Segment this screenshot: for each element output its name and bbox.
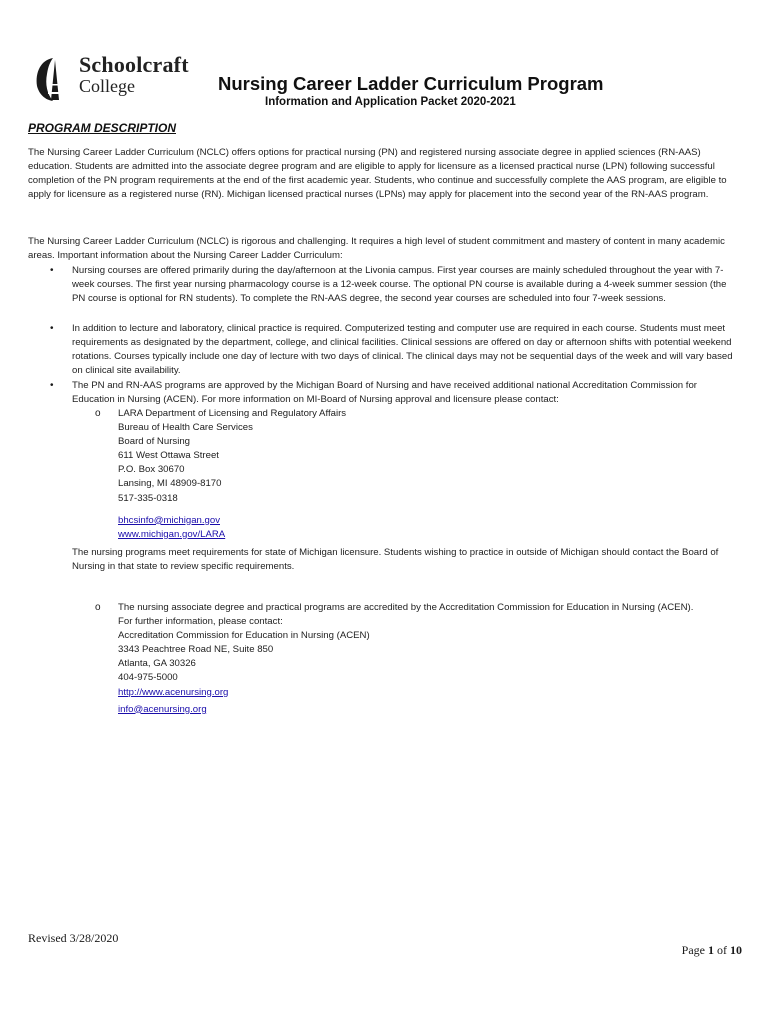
- bullet-marker: •: [50, 323, 54, 334]
- acen-line: The nursing associate degree and practical programs are accredited by the Accreditation Commission for Education in Nursing (ACEN).: [118, 602, 694, 613]
- bullet-approval: The PN and RN-AAS programs are approved by the Michigan Board of Nursing and have received additional national Accreditation Commission for Education in Nursing (ACEN). For more information on MI-Board of Nursing approval and licensure please contact:: [72, 380, 697, 405]
- page-title: Nursing Career Ladder Curriculum Program: [218, 73, 604, 94]
- lara-line: Board of Nursing: [118, 436, 190, 448]
- lara-line: P.O. Box 30670: [118, 464, 185, 476]
- acen-email-link[interactable]: info@acenursing.org: [118, 703, 207, 715]
- licensure-note: The nursing programs meet requirements for state of Michigan licensure. Students wishing to practice in outside of Michigan should contact the Board of Nursing in that state to review specific requirements.: [72, 547, 719, 572]
- revised-date: Revised 3/28/2020: [28, 931, 119, 945]
- acen-line: 3343 Peachtree Road NE, Suite 850: [118, 644, 274, 656]
- acen-line: 404-975-5000: [118, 672, 178, 684]
- acen-website-link[interactable]: http://www.acenursing.org: [118, 686, 229, 698]
- bullet-schedule: Nursing courses are offered primarily during the day/afternoon at the Livonia campus. First year courses are mainly scheduled throughout the year with 7-week courses. The first year nursing pharmacology course is a 12-week course. The optional PN course is available during a 4-week summer session (the PN course is optional for RN students). To complete the RN-AAS degree, the second year courses are scheduled into four 7-week sessions.: [72, 265, 727, 304]
- curriculum-paragraph: The Nursing Career Ladder Curriculum (NCLC) is rigorous and challenging. It requires a high level of student commitment and mastery of content in many academic areas. Important information about the Nursing Career Ladder Curriculum:: [28, 236, 725, 261]
- lara-website-link[interactable]: www.michigan.gov/LARA: [118, 528, 226, 540]
- lara-line: Bureau of Health Care Services: [118, 422, 253, 434]
- lara-line: Lansing, MI 48909-8170: [118, 478, 222, 490]
- logo-sub: College: [79, 76, 135, 96]
- sub-bullet-marker: o: [95, 408, 101, 419]
- intro-paragraph: The Nursing Career Ladder Curriculum (NCLC) offers options for practical nursing (PN) and registered nursing associate degree in applied sciences (RN-AAS) education. Students are admitted into the associate degree program and are eligible to apply for licensure as a licensed practical nurse (LPN) following successful completion of the PN program requirements at the end of the first academic year. Students, who continue and successfully complete the AAS program, are eligible to apply for licensure as a registered nurse (RN). Michigan licensed practical nurses (LPNs) may apply for placement into the second year of the RN-AAS program.: [28, 147, 727, 200]
- acen-contact-block: [118, 601, 693, 717]
- page-subtitle: Information and Application Packet 2020-2021: [265, 96, 516, 108]
- bullet-marker: •: [50, 380, 54, 391]
- tower-icon: [33, 54, 73, 102]
- section-heading: PROGRAM DESCRIPTION: [28, 121, 177, 135]
- page-word: Page: [681, 943, 705, 957]
- sub-bullet-marker: o: [95, 602, 101, 613]
- lara-line: 517-335-0318: [118, 492, 178, 504]
- college-logo: [33, 52, 213, 102]
- logo-name: Schoolcraft: [79, 52, 189, 77]
- lara-email-link[interactable]: bhcsinfo@michigan.gov: [118, 514, 220, 526]
- acen-line: Accreditation Commission for Education in Nursing (ACEN): [118, 630, 370, 642]
- page-number: [682, 943, 742, 958]
- lara-line: 611 West Ottawa Street: [118, 450, 219, 462]
- acen-line: Atlanta, GA 30326: [118, 658, 196, 670]
- acen-line: For further information, please contact:: [118, 616, 283, 628]
- page-total: 10: [730, 943, 742, 957]
- lara-line: LARA Department of Licensing and Regulatory Affairs: [118, 408, 347, 419]
- page-current: 1: [708, 943, 714, 957]
- bullet-marker: •: [50, 265, 54, 276]
- bullet-clinical: In addition to lecture and laboratory, clinical practice is required. Computerized testing and computer use are required in each course. Students must meet requirements as designated by the department, college, and clinical facilities. Clinical sessions are offered on day or afternoon shifts with potential weekend rotations. Courses typically include one day of lecture with two days of clinical. The clinical days may not be sequential days of the week and will vary based on clinical site availability.: [72, 323, 733, 376]
- lara-contact-block: [118, 407, 346, 542]
- of-word: of: [717, 943, 727, 957]
